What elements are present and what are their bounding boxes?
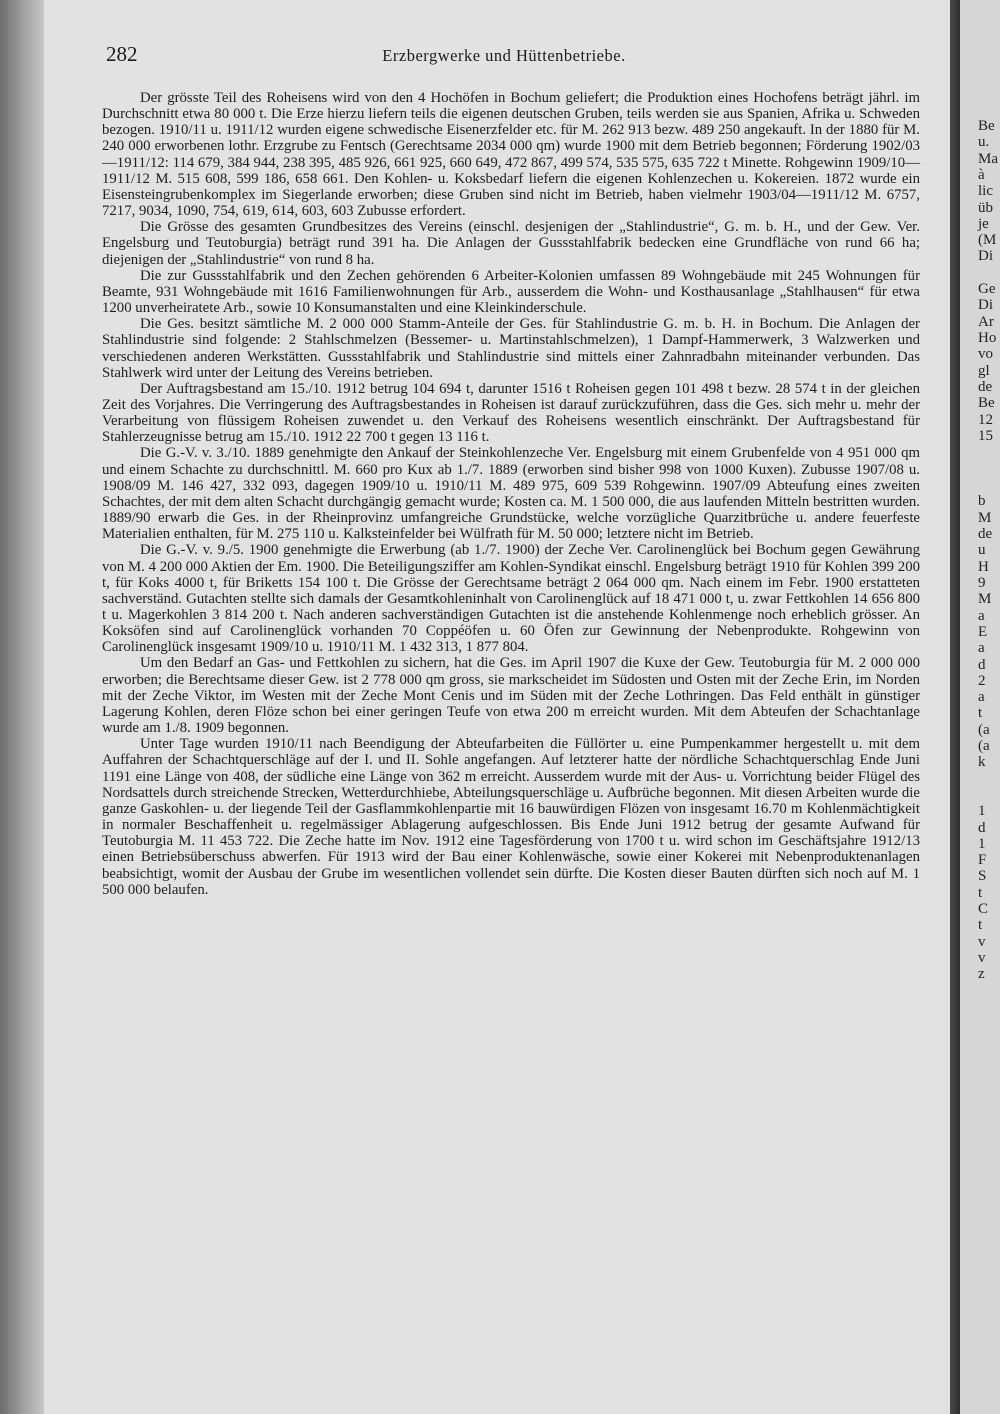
adjacent-page-fragment: Ar [978, 314, 994, 330]
adjacent-page-fragment: 12 [978, 412, 993, 428]
adjacent-page-fragment: a [978, 640, 985, 656]
body-text [102, 90, 920, 898]
adjacent-page-fragment: 15 [978, 428, 993, 444]
adjacent-page-fragment: t [978, 885, 983, 901]
adjacent-page-fragment: a [978, 608, 985, 624]
adjacent-page-fragment: lic [978, 183, 993, 199]
adjacent-page-fragment: b [978, 493, 986, 509]
adjacent-page-fragment: de [978, 379, 993, 395]
adjacent-page-fragment: à [978, 167, 985, 183]
adjacent-page-fragment: u [978, 542, 986, 558]
adjacent-page-fragment: d [978, 657, 986, 673]
adjacent-page-fragment: 2 [978, 673, 986, 689]
adjacent-page-fragment: Ma [978, 151, 998, 167]
book-gutter [950, 0, 960, 1414]
adjacent-page-fragment: v [978, 934, 986, 950]
paragraph-5: Der Auftragsbestand am 15./10. 1912 betrug 104 694 t, darunter 1516 t Roheisen gegen 101 498 t bezw. 28 574 t in der gleichen Zeit des Vorjahres. Die Verringerung des Auftragsbestandes in Roheisen ist darauf zurückzuführen, dass die Ges. sich mehr u. mehr der Verarbeitung von flüssigem Roheisen zuwendet u. den Verkauf des Roheisens wesentlich einschränkt. Der Auftragsbestand für Stahlerzeugnisse betrug am 15./10. 1912 22 700 t gegen 13 116 t. [102, 380, 920, 446]
adjacent-page-fragment: F [978, 852, 987, 868]
paragraph-2: Die Grösse des gesamten Grundbesitzes des Vereins (einschl. desjenigen der „Stahlindustrie“, G. m. b. H., und der Gew. Ver. Engelsburg und Teutoburgia) beträgt rund 391 ha. Die Anlagen der Gussstahlfabrik bedecken eine Grundfläche von rund 66 ha; diejenigen der „Stahlindustrie“ von rund 8 ha. [102, 219, 920, 268]
adjacent-page-fragment: Ge [978, 281, 996, 297]
adjacent-page-fragment: d [978, 820, 986, 836]
adjacent-page-fragment: z [978, 966, 985, 982]
adjacent-page-fragment: H [978, 559, 989, 575]
adjacent-page-fragment: Di [978, 248, 993, 264]
adjacent-page-fragment: t [978, 705, 983, 721]
adjacent-page-fragment: (M [978, 232, 997, 248]
adjacent-page-edge [960, 0, 1000, 1414]
adjacent-page-fragment: vo [978, 346, 993, 362]
scan-left-shadow [0, 0, 44, 1414]
adjacent-page-fragment: 1 [978, 803, 986, 819]
adjacent-page-fragment: E [978, 624, 988, 640]
adjacent-page-fragment: S [978, 868, 987, 884]
adjacent-page-fragment: (a [978, 738, 990, 754]
page-header [44, 42, 950, 72]
adjacent-page-fragment: Ho [978, 330, 997, 346]
adjacent-page-fragment: v [978, 950, 986, 966]
adjacent-page-fragment: Be [978, 118, 995, 134]
paragraph-8: Um den Bedarf an Gas- und Fettkohlen zu sichern, hat die Ges. im April 1907 die Kuxe der Gew. Teutoburgia für M. 2 000 000 erworben; die Berechtsame dieser Gew. ist 2 778 000 qm gross, sie markscheidet im Südosten und Osten mit der Zeche Erin, im Norden mit der Zeche Viktor, im Westen mit der Zeche Mont Cenis und im Süden mit der Zeche Lothringen. Das Feld enthält in günstiger Lagerung Kohlen, deren Flöze schon bei einer geringen Teufe von etwa 200 m erreicht wurden. Mit dem Abteufen der Schachtanlage wurde am 1./8. 1909 begonnen. [102, 655, 920, 737]
adjacent-page-fragment: 1 [978, 836, 986, 852]
adjacent-page-fragment: 9 [978, 575, 986, 591]
adjacent-page-fragment: u. [978, 134, 990, 150]
book-page [44, 0, 950, 1414]
adjacent-page-fragment: Di [978, 297, 993, 313]
adjacent-page-fragment: C [978, 901, 989, 917]
adjacent-page-fragment: t [978, 917, 983, 933]
paragraph-4: Die Ges. besitzt sämtliche M. 2 000 000 Stamm-Anteile der Ges. für Stahlindustrie G. m. b. H. in Bochum. Die Anlagen der Stahlindustrie sind folgende: 2 Stahlschmelzen (Bessemer- u. Martinstahlschmelzen), 1 Dampf-Hammerwerk, 3 Walzwerken und verschiedenen anderen Werkstätten. Gussstahlfabrik und Stahlindustrie sind mittels einer Zahnradbahn miteinander verbunden. Das Stahlwerk wird unter der Leitung des Vereins betrieben. [102, 316, 920, 381]
running-title: Erzbergwerke und Hüttenbetriebe. [382, 46, 626, 65]
adjacent-page-fragment: k [978, 754, 986, 770]
adjacent-page-fragment: M [978, 591, 992, 607]
adjacent-page-fragment: (a [978, 722, 990, 738]
adjacent-page-fragment: M [978, 510, 992, 526]
paragraph-3: Die zur Gussstahlfabrik und den Zechen gehörenden 6 Arbeiter-Kolonien umfassen 89 Wohngebäude mit 245 Wohnungen für Beamte, 931 Wohngebäude mit 1616 Familienwohnungen für Arb., ausserdem die Wohn- und Kosthausanlage „Stahlhausen“ für etwa 1200 unverheiratete Arb., sowie 10 Konsumanstalten und eine Kleinkinderschule. [102, 267, 920, 317]
adjacent-page-fragment: Be [978, 395, 995, 411]
paragraph-1: Der grösste Teil des Roheisens wird von den 4 Hochöfen in Bochum geliefert; die Produktion eines Hochofens beträgt jährl. im Durchschnitt etwa 80 000 t. Die Erze hierzu liefern teils die eigenen deutschen Gruben, teils werden sie aus Spanien, Afrika u. Schweden bezogen. 1910/11 u. 1911/12 wurden eigene schwedische Eisenerzfelder etc. für M. 262 913 bezw. 489 250 angekauft. In der 1880 für M. 240 000 erworbenen lothr. Erzgrube zu Fentsch (Gerechtsame 2034 000 qm) wurde 1900 mit dem Betrieb begonnen; Förderung 1902/03—1911/12: 114 679, 384 944, 238 395, 485 926, 661 925, 660 649, 472 867, 499 574, 535 575, 635 722 t Minette. Rohgewinn 1909/10—1911/12 M. 515 608, 599 186, 658 661. Den Kohlen- u. Koksbedarf liefern die eigenen Kohlenzechen u. Kokereien. 1872 wurde ein Eisensteingrubenkomplex im Siegerlande erworben; diese Gruben sind nicht im Betrieb, haben vielmehr 1903/04—1911/12 M. 6757, 7217, 9034, 1090, 754, 619, 614, 603, 603 Zubusse erfordert. [102, 90, 920, 220]
adjacent-page-fragment: gl [978, 363, 990, 379]
adjacent-page-fragment: a [978, 689, 985, 705]
adjacent-page-fragment: de [978, 526, 993, 542]
paragraph-6: Die G.-V. v. 3./10. 1889 genehmigte den Ankauf der Steinkohlenzeche Ver. Engelsburg mit einem Grubenfelde von 4 951 000 qm und einem Schachte zu durchschnittl. M. 660 pro Kux ab 1./7. 1889 (erworben sind bisher 998 von 1000 Kuxen). Zubusse 1907/08 u. 1908/09 M. 146 427, 332 093, dagegen 1909/10 u. 1910/11 M. 489 975, 609 539 Rohgewinn. 1907/09 Abteufung eines zweiten Schachtes, der mit dem alten Schacht durchgängig gemacht wurde; Kosten ca. M. 1 500 000, die aus laufenden Mitteln bestritten wurden. 1889/90 erwarb die Ges. in der Rheinprovinz umfangreiche Grundstücke, welche vorzügliche Quarzitbrüche u. andere feuerfeste Materialien enthalten, für M. 275 110 u. Kalksteinfelder bei Wülfrath für M. 50 000; letztere nicht im Betrieb. [102, 445, 920, 543]
page-number: 282 [106, 42, 138, 66]
adjacent-page-fragment: üb [978, 200, 993, 216]
paragraph-7: Die G.-V. v. 9./5. 1900 genehmigte die Erwerbung (ab 1./7. 1900) der Zeche Ver. Carolinenglück bei Bochum gegen Gewährung von M. 4 200 000 Aktien der Em. 1900. Die Beteiligungsziffer am Kohlen-Syndikat einschl. Engelsburg beträgt 1910 für Kohlen 399 200 t, für Koks 4000 t, für Briketts 154 100 t. Die Grösse der Gerechtsame beträgt 2 064 000 qm. Nach einem im Febr. 1900 erstatteten sachverständ. Gutachten stellte sich damals der Gesamtkohleninhalt von Carolinenglück auf 18 471 000 t, u. zwar Fettkohlen 14 656 800 t u. Magerkohlen 3 814 200 t. Nach anderen sachverständigen Gutachten ist die anstehende Kohlenmenge noch erheblich grösser. An Koksöfen sind auf Carolinenglück vorhanden 70 Coppéöfen u. 60 Öfen zur Gewinnung der Nebenprodukte. Rohgewinn von Carolinenglück insgesamt 1909/10 u. 1910/11 M. 1 432 313, 1 877 804. [102, 542, 920, 656]
adjacent-page-fragment: je [978, 216, 989, 232]
paragraph-9: Unter Tage wurden 1910/11 nach Beendigung der Abteufarbeiten die Füllörter u. eine Pumpenkammer hergestellt u. mit dem Auffahren der Schachtquerschläge auf der I. und II. Sohle angefangen. Auf letzterer hatte der nördliche Schachtquerschlag Ende Juni 1191 eine Länge von 408, der südliche eine Länge von 362 m erreicht. Ausserdem wurde mit der Aus- u. Vorrichtung beider Flügel des Nordsattels durch streichende Strecken, Wetterdurchhiebe, Abteilungsquerschläge u. Aufbrüche begonnen. Mit diesen Arbeiten wurde die ganze Gaskohlen- u. der liegende Teil der Gasflammkohlenpartie mit 16 bauwürdigen Flözen von insgesamt 16.70 m Kohlenmächtigkeit in normaler Beschaffenheit u. regelmässiger Ablagerung aufgeschlossen. Bis Ende Juni 1912 betrug der gesamte Aufwand für Teutoburgia M. 11 453 722. Die Zeche hatte im Nov. 1912 eine Tagesförderung von 1700 t u. wird schon im Geschäftsjahre 1912/13 einen Betriebsüberschuss abwerfen. Für 1913 wird der Bau einer Kohlenwäsche, sowie einer Kokerei mit Nebenproduktenanlagen beabsichtigt, womit der Ausbau der Grube im wesentlichen vollendet sein dürfte. Die Kosten dieser Bauten dürften sich noch auf M. 1 500 000 belaufen. [102, 736, 920, 898]
